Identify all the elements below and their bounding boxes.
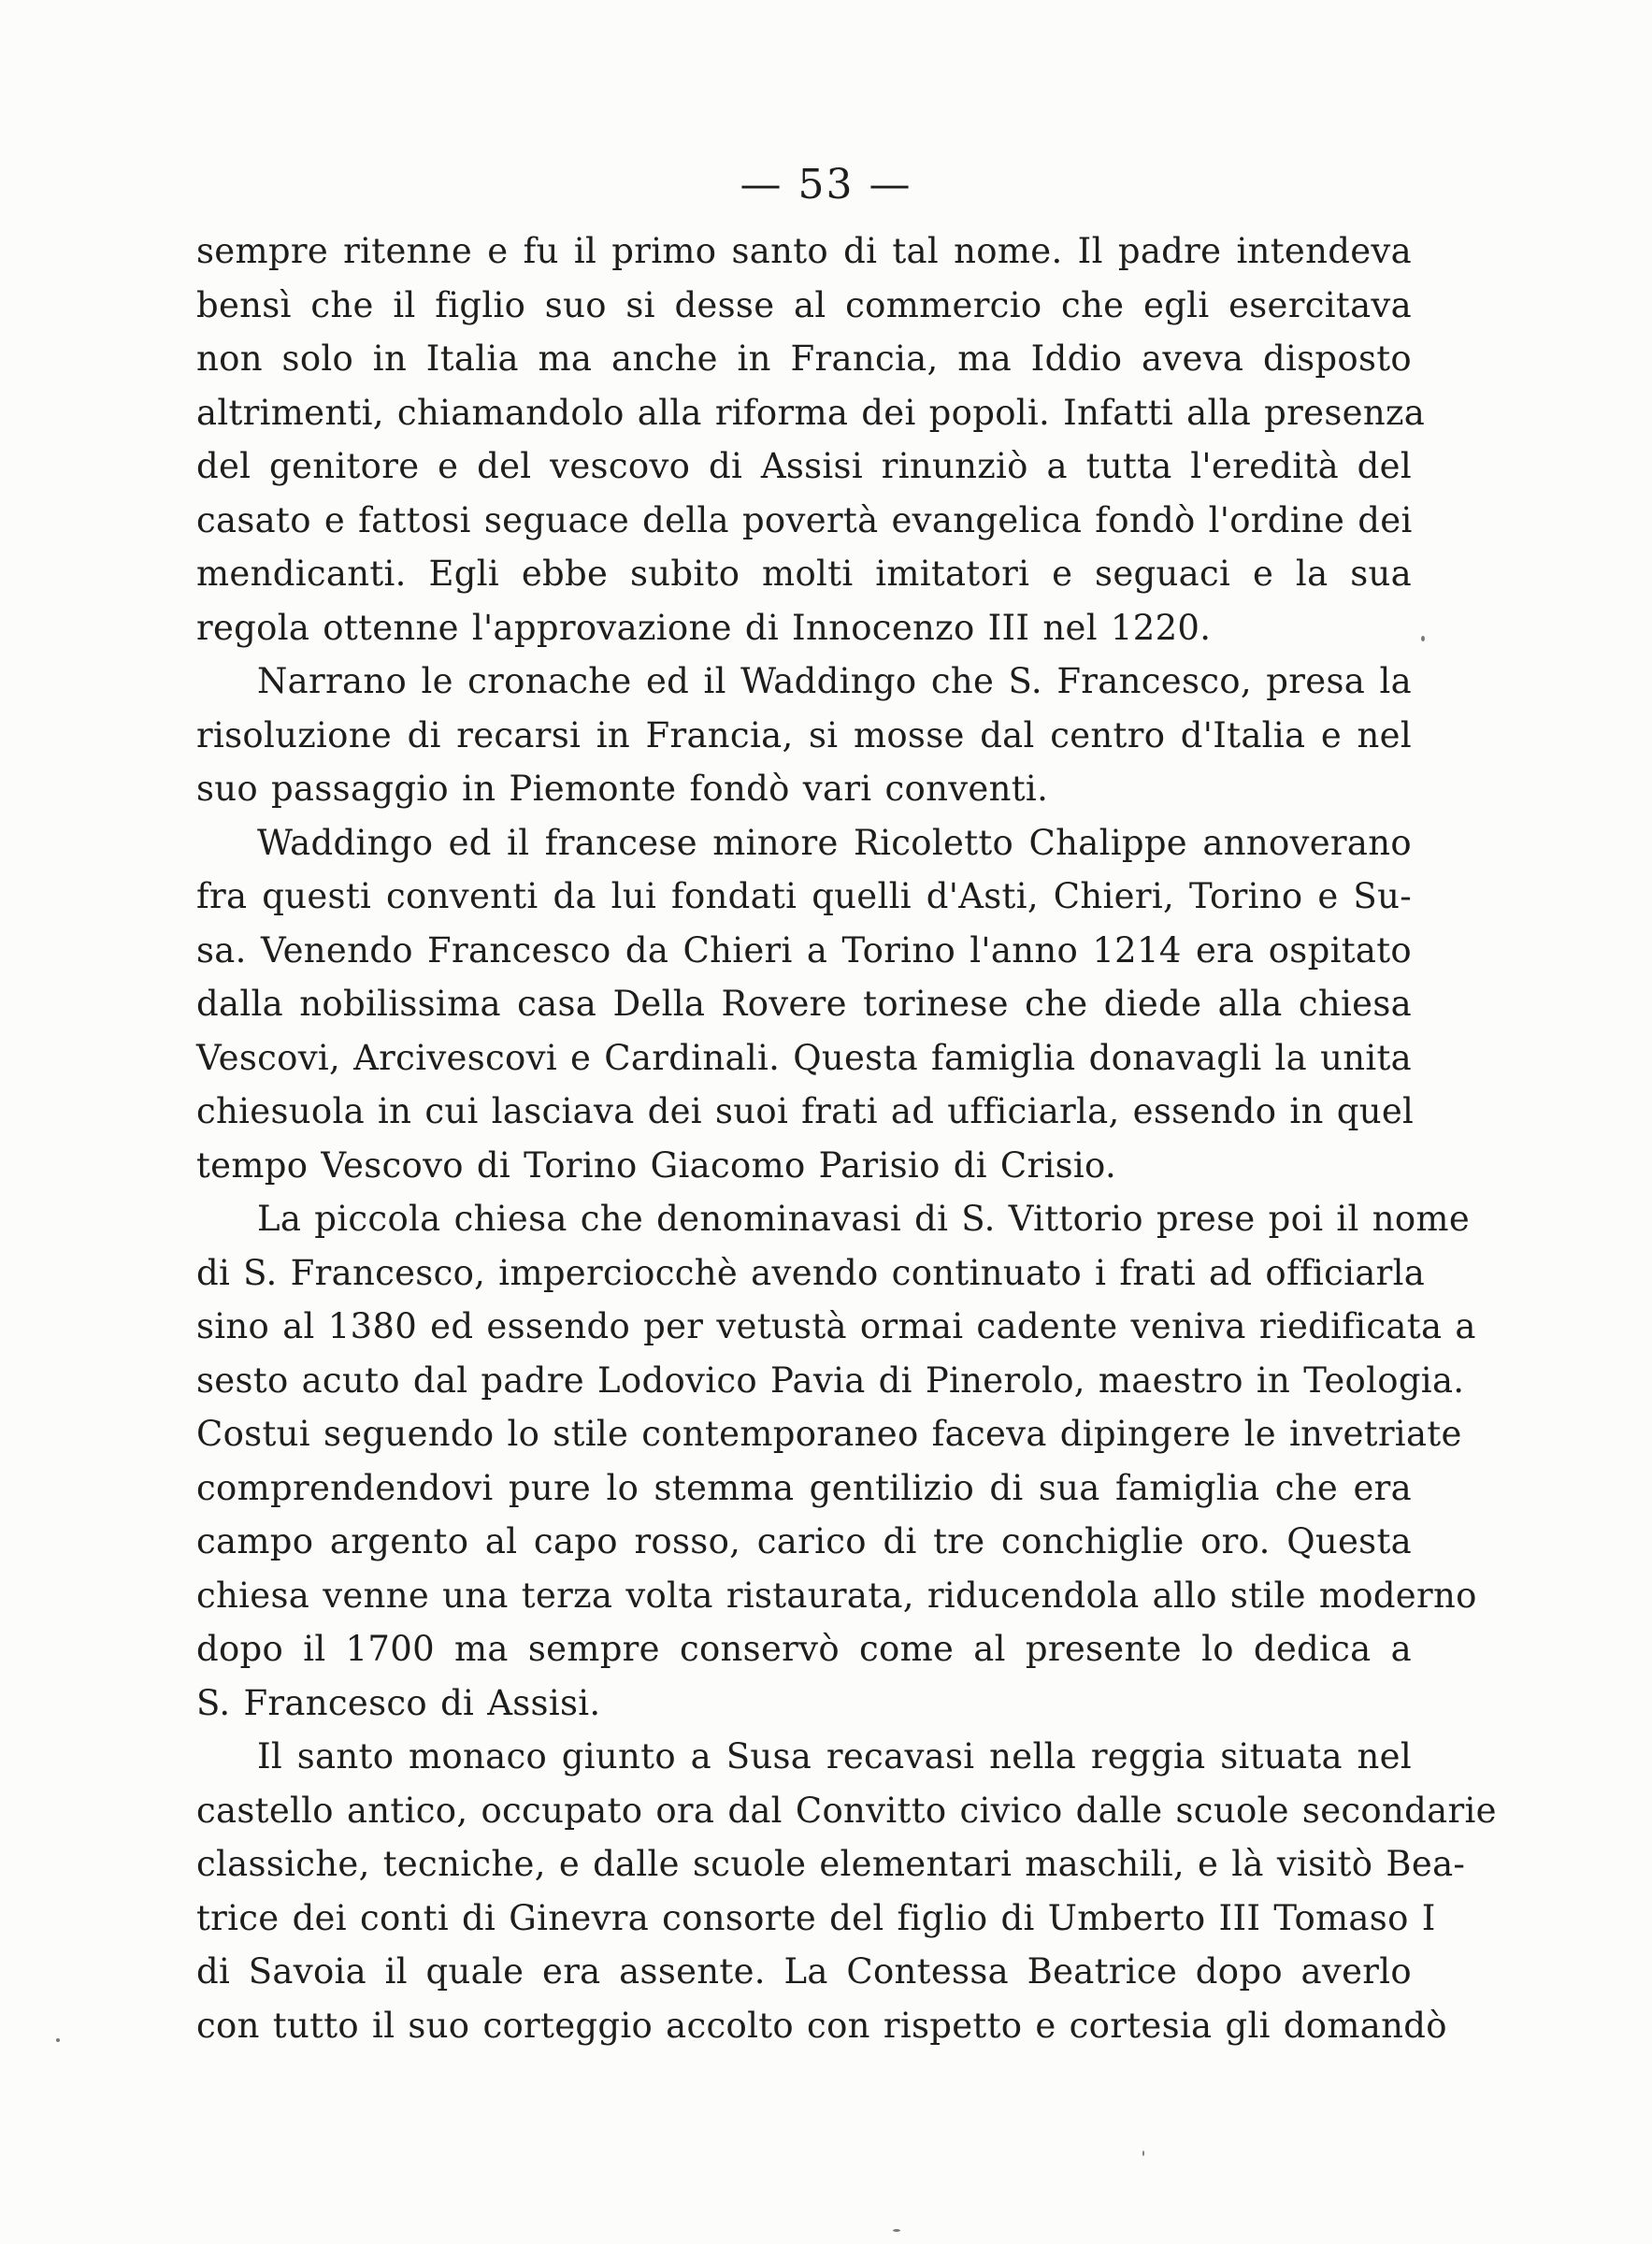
text-line: bensì che il figlio suo si desse al commercio che egli esercitava — [196, 284, 1412, 325]
paragraph — [196, 1730, 1497, 2052]
text-line: Waddingo ed il francese minore Ricoletto Chalippe annoverano — [257, 822, 1412, 863]
scan-speck — [56, 2038, 60, 2042]
text-line: Vescovi, Arcivescovi e Cardinali. Questa famiglia donavagli la unita — [196, 1037, 1412, 1078]
paragraph — [196, 816, 1415, 1193]
scan-speck — [1142, 2150, 1144, 2156]
paragraph — [196, 654, 1412, 816]
text-line: regola ottenne l'approvazione di Innocenzo III nel 1220. — [196, 607, 1212, 648]
body-text — [196, 224, 1497, 2052]
scan-speck — [1421, 636, 1425, 641]
scan-speck — [893, 2229, 900, 2232]
text-line: comprendendovi pure lo stemma gentilizio di sua famiglia che era — [196, 1467, 1412, 1508]
text-line: fra questi conventi da lui fondati quelli d'Asti, Chieri, Torino e Su- — [196, 876, 1412, 916]
text-line: sa. Venendo Francesco da Chieri a Torino l'anno 1214 era ospitato — [196, 929, 1412, 971]
text-line: dopo il 1700 ma sempre conservò come al presente lo dedica a — [196, 1629, 1412, 1669]
text-line: di Savoia il quale era assente. La Contessa Beatrice dopo averlo — [196, 1951, 1412, 1992]
text-line: sino al 1380 ed essendo per vetustà ormai cadente veniva riedificata a — [196, 1306, 1476, 1346]
text-line: sempre ritenne e fu il primo santo di tal nome. Il padre intendeva — [196, 231, 1412, 271]
text-line: sesto acuto dal padre Lodovico Pavia di Pinerolo, maestro in Teologia. — [196, 1359, 1465, 1401]
text-line: Il santo monaco giunto a Susa recavasi nella reggia situata nel — [257, 1736, 1412, 1776]
text-line: altrimenti, chiamandolo alla riforma dei popoli. Infatti alla presenza — [196, 392, 1426, 433]
text-line: del genitore e del vescovo di Assisi rinunziò a tutta l'eredità del — [196, 446, 1412, 486]
text-line: casato e fattosi seguace della povertà evangelica fondò l'ordine dei — [196, 499, 1413, 540]
text-line: Narrano le cronache ed il Waddingo che S. Francesco, presa la — [257, 661, 1412, 701]
text-line: classiche, tecniche, e dalle scuole elementari maschili, e là visitò Bea- — [196, 1844, 1466, 1884]
text-line: campo argento al capo rosso, carico di tre conchiglie oro. Questa — [196, 1521, 1412, 1561]
text-line: chiesa venne una terza volta ristaurata, riducendola allo stile moderno — [196, 1575, 1477, 1616]
text-line: tempo Vescovo di Torino Giacomo Parisio di Crisio. — [196, 1144, 1117, 1186]
text-line: suo passaggio in Piemonte fondò vari conventi. — [196, 769, 1049, 809]
text-line: con tutto il suo corteggio accolto con rispetto e cortesia gli domandò — [196, 2005, 1447, 2046]
text-line: dalla nobilissima casa Della Rovere torinese che diede alla chiesa — [196, 984, 1412, 1024]
text-line: trice dei conti di Ginevra consorte del figlio di Umberto III Tomaso I — [196, 1897, 1436, 1938]
text-line: risoluzione di recarsi in Francia, si mosse dal centro d'Italia e nel — [196, 714, 1412, 755]
text-line: La piccola chiesa che denominavasi di S. Vittorio prese poi il nome — [257, 1199, 1471, 1239]
text-line: castello antico, occupato ora dal Convitto civico dalle scuole secondarie — [196, 1790, 1497, 1831]
paragraph — [196, 1192, 1477, 1730]
text-line: mendicanti. Egli ebbe subito molti imitatori e seguaci e la sua — [196, 554, 1412, 594]
paragraph — [196, 224, 1426, 654]
text-line: di S. Francesco, imperciocchè avendo continuato i frati ad officiarla — [196, 1252, 1426, 1293]
page-number: — 53 — — [740, 161, 912, 209]
text-line: non solo in Italia ma anche in Francia, ma Iddio aveva disposto — [196, 338, 1412, 379]
text-line: S. Francesco di Assisi. — [196, 1682, 601, 1723]
text-line: chiesuola in cui lasciava dei suoi frati ad ufficiarla, essendo in quel — [196, 1091, 1415, 1131]
text-line: Costui seguendo lo stile contemporaneo faceva dipingere le invetriate — [196, 1414, 1462, 1454]
